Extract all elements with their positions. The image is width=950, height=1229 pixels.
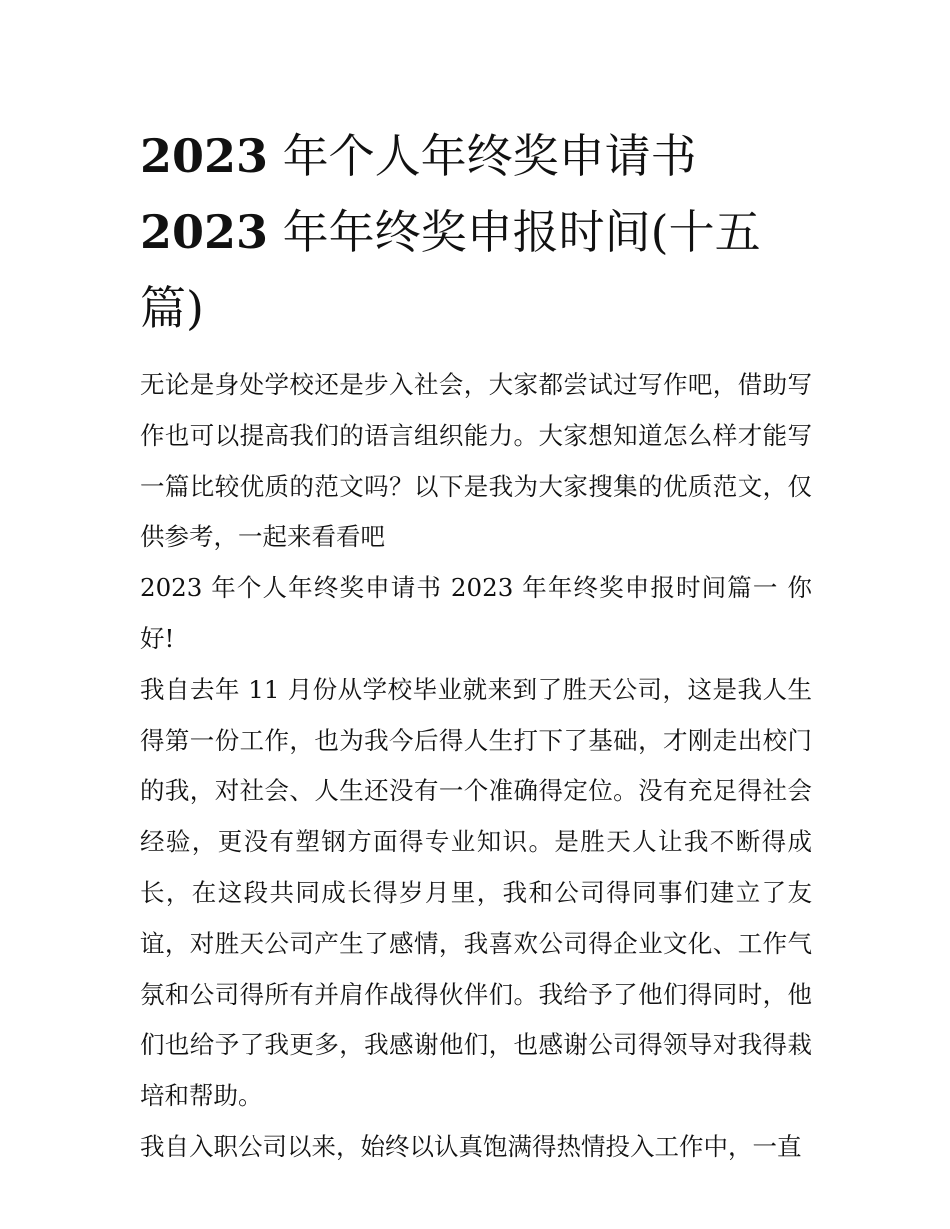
title-line2-number: 2023: [140, 205, 269, 259]
title-line1-number: 2023: [140, 129, 269, 183]
body-paragraph: 我自入职公司以来，始终以认真饱满得热情投入工作中，一直: [140, 1131, 802, 1161]
title-line1-text: 年个人年终奖申请书: [268, 129, 697, 183]
title-line2-text: 年年终奖申报时间(十五篇): [140, 205, 761, 335]
section-heading-paragraph: 2023 年个人年终奖申请书 2023 年年终奖申报时间篇一 你好!: [140, 573, 812, 653]
document-title: [140, 118, 812, 346]
intro-paragraph: 无论是身处学校还是步入社会，大家都尝试过写作吧，借助写作也可以提高我们的语言组织能力。大家想知道怎么样才能写一篇比较优质的范文吗？以下是我为大家搜集的优质范文，仅供参考，一起来看看吧: [140, 370, 812, 552]
body-paragraph: 我自去年 11 月份从学校毕业就来到了胜天公司，这是我人生得第一份工作，也为我今后得人生打下了基础，才刚走出校门的我，对社会、人生还没有一个准确得定位。没有充足得社会经验，更没有塑钢方面得专业知识。是胜天人让我不断得成长，在这段共同成长得岁月里，我和公司得同事们建立了友谊，对胜天公司产生了感情，我喜欢公司得企业文化、工作气氛和公司得所有并肩作战得伙伴们。我给予了他们得同时，他们也给予了我更多，我感谢他们，也感谢公司得领导对我得栽培和帮助。: [140, 674, 812, 1111]
document-page: [140, 118, 812, 1173]
